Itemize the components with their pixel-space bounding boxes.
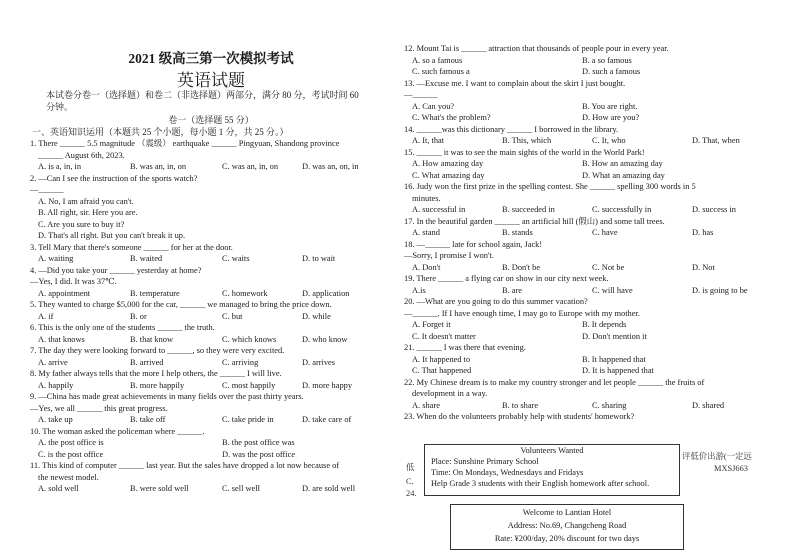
answer-option[interactable]: A. stand — [412, 228, 440, 237]
answer-option[interactable]: C. Are you sure to buy it? — [38, 219, 125, 229]
answer-option[interactable]: D. Don't mention it — [582, 331, 647, 341]
answer-option[interactable]: D. take care of — [302, 415, 352, 424]
answer-option[interactable]: A. take up — [38, 415, 73, 424]
question-text: 13. —Excuse me. I want to complain about the skirt I just bought. — [404, 78, 626, 88]
hotel-address: Address: No.69, Changcheng Road — [507, 521, 627, 530]
answer-option[interactable]: D. was the post office — [222, 449, 296, 459]
answer-option[interactable]: D. That's all right. But you can't break it up. — [38, 231, 186, 240]
answer-option[interactable]: D. application — [302, 288, 350, 298]
answer-option[interactable]: B. temperature — [130, 288, 180, 298]
answer-option[interactable]: D. That, when — [692, 136, 740, 145]
question-text: 7. The day they were looking forward to ______, so they were very excited. — [30, 346, 285, 355]
question-text: 11. This kind of computer ______ last year. But the sales have dropped a lot now because of — [30, 461, 340, 470]
question-text: 9. —China has made great achievements in many fields over the past thirty years. — [30, 392, 304, 401]
volunteers-time: Time: On Mondays, Wednesdays and Fridays — [431, 468, 584, 477]
left-column — [30, 0, 392, 560]
answer-option[interactable]: D. It is happened that — [582, 366, 654, 375]
answer-option[interactable]: C. successfully in — [592, 205, 652, 214]
question-text: minutes. — [412, 193, 441, 203]
partial-text-left-c: C. — [406, 477, 414, 486]
answer-option[interactable]: C. most happily — [222, 380, 276, 390]
answer-option[interactable]: C. What's the problem? — [412, 113, 491, 122]
question-text: 19. There ______ a flying car on show in our city next week. — [404, 274, 609, 283]
answer-option[interactable]: B. It depends — [582, 320, 627, 329]
question-text: 16. Judy won the first prize in the spelling contest. She ______ spelling 300 words in 5 — [404, 182, 696, 191]
volunteers-help: Help Grade 3 students with their English homework after school. — [431, 479, 650, 488]
answer-option[interactable]: B. All right, sir. Here you are. — [38, 208, 138, 217]
question-text: 6. This is the only one of the students ______ the truth. — [30, 323, 215, 332]
answer-option[interactable]: D. while — [302, 311, 331, 321]
answer-option[interactable]: B. arrived — [130, 357, 164, 367]
answer-option[interactable]: D. What an amazing day — [582, 170, 665, 180]
question-text: 5. They wanted to charge $5,000 for the car, ______ we managed to bring the price down. — [30, 300, 332, 309]
question-text: —______ — [404, 90, 438, 99]
answer-option[interactable]: D. more happy — [302, 380, 353, 390]
exam-intro — [46, 89, 392, 113]
volume-heading: 卷一（选择题 55 分） — [168, 115, 254, 125]
answer-option[interactable]: A. Can you? — [412, 101, 455, 111]
answer-option[interactable]: B. a so famous — [582, 55, 632, 65]
answer-option[interactable]: C. What amazing day — [412, 170, 485, 180]
question-text: 1. There ______ 5.5 magnitude （震级） earthquake ______ Pingyuan, Shandong province — [30, 139, 340, 148]
answer-option[interactable]: D. success in — [692, 205, 736, 214]
answer-option[interactable]: C. but — [222, 311, 243, 321]
answer-option[interactable]: C. waits — [222, 254, 250, 263]
answer-option[interactable]: A. is a, in, in — [38, 162, 82, 171]
answer-option[interactable]: D. shared — [692, 400, 725, 410]
question-text: 12. Mount Tai is ______ attraction that thousands of people pour in every year. — [404, 44, 669, 53]
question-text: 8. My father always tells that the more I help others, the ______ I will live. — [30, 369, 282, 378]
answer-option[interactable]: D. has — [692, 228, 714, 237]
answer-option[interactable]: D. such a famous — [582, 67, 641, 76]
answer-option[interactable]: D. are sold well — [302, 484, 356, 493]
question-text: the newest model. — [38, 472, 99, 482]
answer-option[interactable]: B. was an, in, on — [130, 162, 187, 171]
answer-option[interactable]: A.is — [412, 285, 426, 295]
answer-option[interactable]: C. was an, in, on — [222, 162, 279, 171]
question-text: 15. ______ it was to see the main sights of the world in the World Park! — [404, 147, 645, 157]
answer-option[interactable]: B. succeeded in — [502, 205, 555, 214]
answer-option[interactable]: B. waited — [130, 254, 163, 263]
answer-option[interactable]: B. more happily — [130, 380, 185, 390]
volunteers-place: Place: Sunshine Primary School — [431, 457, 539, 466]
answer-option[interactable]: B. How an amazing day — [582, 159, 663, 168]
answer-option[interactable]: A. successful in — [412, 205, 466, 214]
question-text: —Sorry, I promise I won't. — [404, 251, 494, 260]
answer-option[interactable]: A. happily — [38, 380, 74, 390]
answer-option[interactable]: B. Don't be — [502, 262, 541, 272]
intro-line-2: 分钟。 — [46, 102, 74, 112]
answer-option[interactable]: C. homework — [222, 288, 268, 298]
question-text: —______. If I have enough time, I may go to Europe with my mother. — [404, 308, 640, 318]
answer-option[interactable]: C. sharing — [592, 400, 627, 410]
answer-option[interactable]: A. Don't — [412, 262, 441, 272]
question-text: ______ August 6th, 2023. — [38, 150, 125, 160]
answer-option[interactable]: A. that knows — [38, 334, 85, 344]
volunteers-notice — [424, 444, 680, 496]
answer-option[interactable]: C. It, who — [592, 136, 626, 145]
answer-option[interactable]: D. who know — [302, 334, 348, 344]
hotel-notice — [450, 504, 684, 550]
question-text: 3. Tell Mary that there's someone ______ for her at the door. — [30, 242, 233, 252]
answer-option[interactable]: A. arrive — [38, 357, 68, 367]
answer-option[interactable]: A. Forget it — [412, 320, 451, 329]
question-text: 20. —What are you going to do this summer vacation? — [404, 297, 588, 306]
answer-option[interactable]: D. was an, on, in — [302, 162, 359, 171]
subject-title: 英语试题 — [177, 71, 245, 90]
question-text: —______ — [30, 185, 64, 194]
hotel-title: Welcome to Lantian Hotel — [522, 508, 612, 517]
answer-option[interactable]: D. Not — [692, 262, 715, 272]
answer-option[interactable]: B. take off — [130, 415, 166, 424]
exam-title: 2021 级高三第一次模拟考试 — [128, 51, 294, 66]
answer-option[interactable]: C. sell well — [222, 484, 260, 493]
volunteers-title: Volunteers Wanted — [520, 446, 584, 455]
answer-option[interactable]: C. Not be — [592, 262, 625, 272]
answer-option[interactable]: A. appointment — [38, 288, 91, 298]
partial-text-right-code: MXSJ663 — [714, 464, 748, 473]
question-text: 22. My Chinese dream is to make my country stronger and let people ______ the fruits of — [404, 377, 705, 387]
answer-option[interactable]: C. is the post office — [38, 449, 104, 459]
question-text: 17. In the beautiful garden ______ an artificial hill (假山) and some tall trees. — [404, 216, 665, 226]
intro-line-1: 本试卷分卷一（选择题）和卷二（非选择题）两部分，满分 80 分，考试时间 60 — [46, 90, 359, 100]
answer-option[interactable]: A. It, that — [412, 136, 445, 145]
answer-option[interactable]: A. It happened to — [412, 354, 471, 364]
answer-option[interactable]: B. stands — [502, 228, 533, 237]
question-text: 21. ______ I was there that evening. — [404, 343, 526, 352]
answer-option[interactable]: D. to wait — [302, 254, 336, 263]
answer-option[interactable]: B. You are right. — [582, 101, 638, 111]
hotel-rate: Rate: ¥200/day, 20% discount for two days — [494, 534, 640, 543]
partial-text-left-24: 24. — [406, 489, 417, 498]
answer-option[interactable]: A. waiting — [38, 254, 74, 263]
answer-option[interactable]: B. to share — [502, 400, 539, 410]
answer-option[interactable]: A. if — [38, 311, 54, 321]
answer-option[interactable]: A. How amazing day — [412, 159, 484, 168]
answer-option[interactable]: C. have — [592, 228, 618, 237]
answer-option[interactable]: C. It doesn't matter — [412, 331, 476, 341]
answer-option[interactable]: B. were sold well — [130, 484, 189, 493]
question-text: 14. ______was this dictionary ______ I borrowed in the library. — [404, 124, 619, 134]
answer-option[interactable]: D. How are you? — [582, 113, 640, 122]
answer-option[interactable]: B. that know — [130, 334, 174, 344]
answer-option[interactable]: C. which knows — [222, 334, 277, 344]
answer-option[interactable]: A. sold well — [38, 484, 79, 493]
question-text: development in a way. — [412, 389, 488, 398]
answer-option[interactable]: B. or — [130, 311, 147, 321]
answer-option[interactable]: C. arriving — [222, 357, 259, 367]
answer-option[interactable]: A. No, I am afraid you can't. — [38, 196, 134, 206]
answer-option[interactable]: A. so a famous — [412, 55, 463, 65]
answer-option[interactable]: C. That happened — [412, 366, 472, 375]
answer-option[interactable]: B. are — [502, 285, 522, 295]
answer-option[interactable]: B. the post office was — [222, 438, 295, 447]
answer-option[interactable]: B. It happened that — [582, 354, 646, 364]
answer-option[interactable]: C. take pride in — [222, 415, 274, 424]
answer-option[interactable]: C. will have — [592, 285, 633, 295]
partial-text-right-top: 评低价出游(一定远 — [682, 452, 752, 461]
answer-option[interactable]: B. This, which — [502, 136, 552, 145]
answer-option[interactable]: A. share — [412, 400, 440, 410]
question-text: —Yes, I did. It was 37℃. — [30, 277, 117, 286]
answer-option[interactable]: D. arrives — [302, 357, 336, 367]
answer-option[interactable]: A. the post office is — [38, 438, 104, 447]
answer-option[interactable]: C. such famous a — [412, 67, 470, 76]
question-text: 4. —Did you take your ______ yesterday at home? — [30, 265, 202, 275]
question-text: 23. When do the volunteers probably help with students' homework? — [404, 412, 635, 421]
section-heading: 一、英语知识运用（本题共 25 个小题，每小题 1 分，共 25 分。） — [32, 127, 289, 137]
question-text: 18. —______ late for school again, Jack! — [404, 239, 543, 249]
question-text: 2. —Can I see the instruction of the sports watch? — [30, 173, 198, 183]
partial-text-left: 低 — [406, 463, 415, 472]
answer-option[interactable]: D. is going to be — [692, 285, 748, 295]
question-text: 10. The woman asked the policeman where ______. — [30, 426, 205, 436]
question-text: —Yes, we all ______ this great progress. — [30, 403, 168, 413]
